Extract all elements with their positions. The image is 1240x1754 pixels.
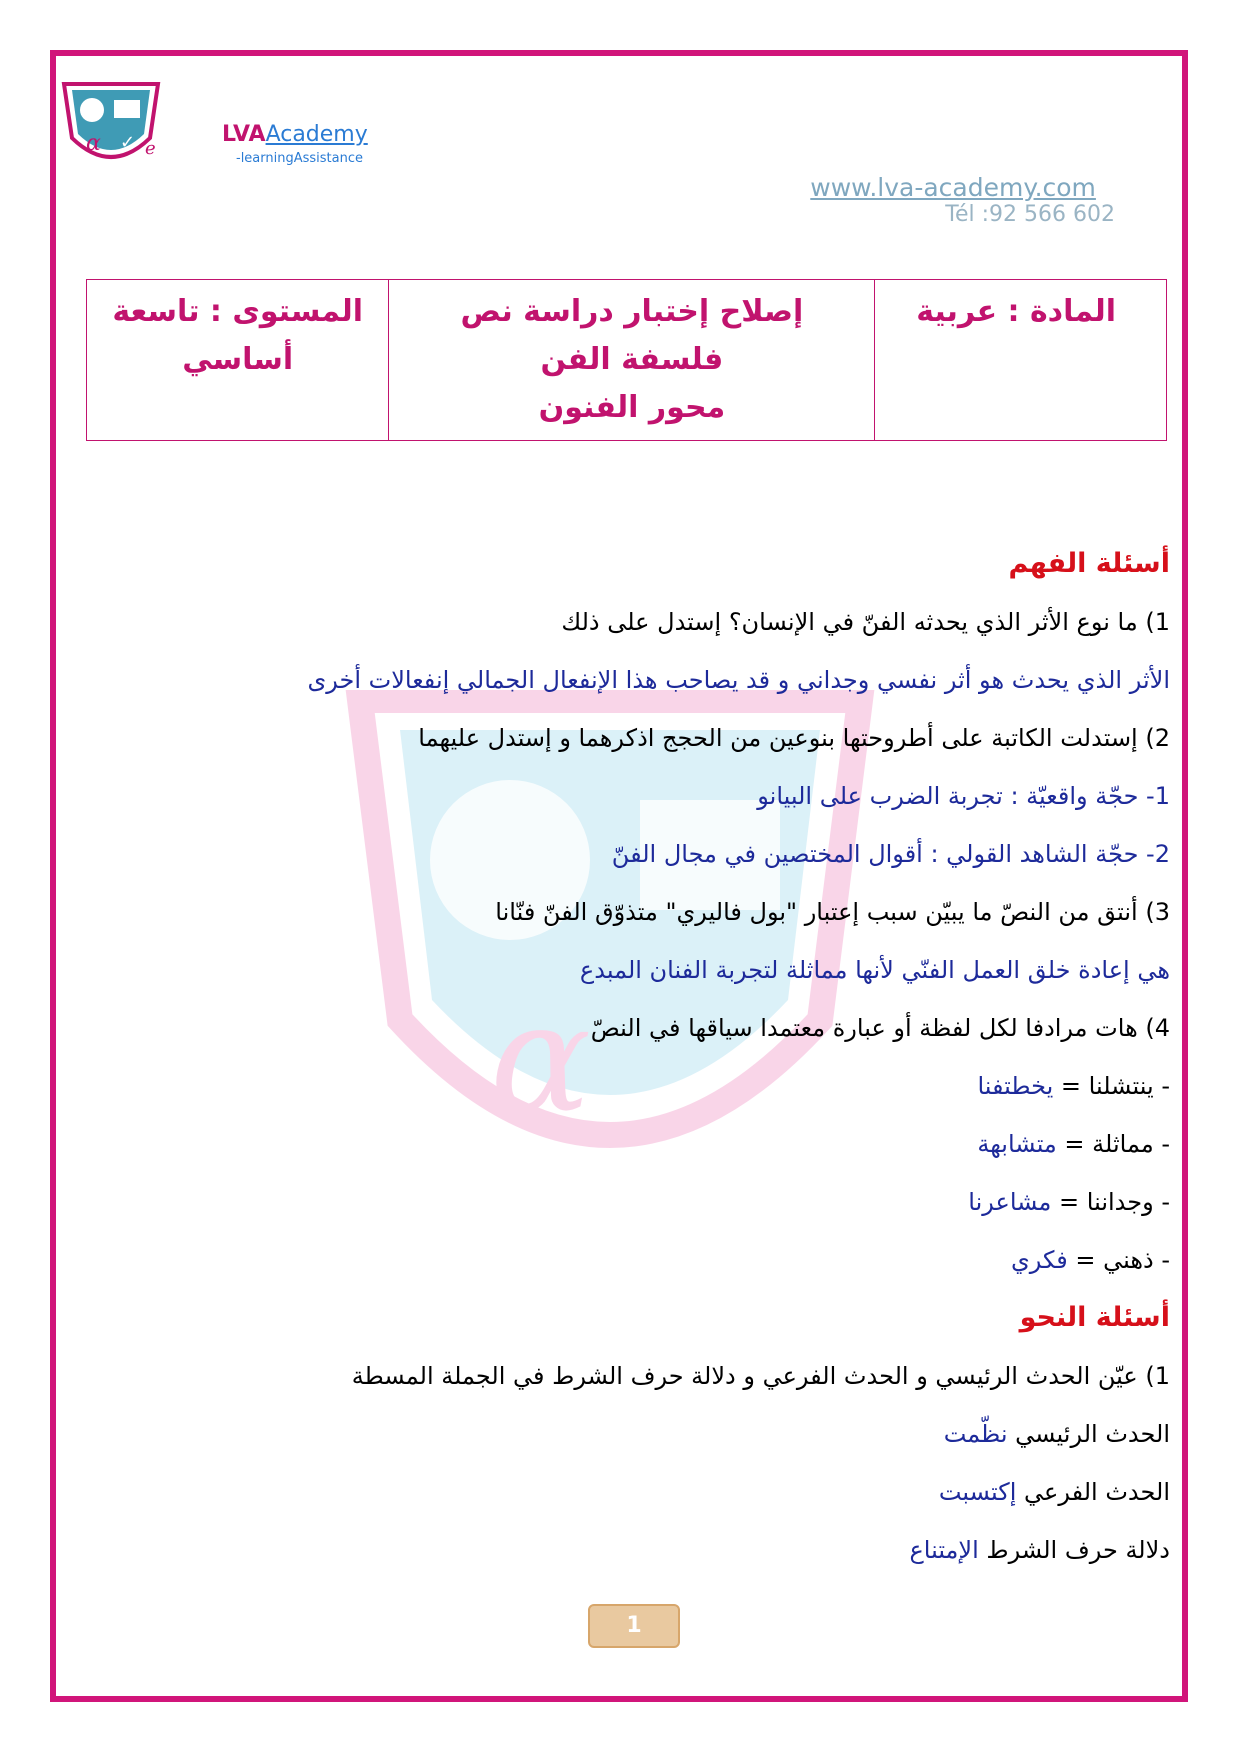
phone-number: Tél :92 566 602 xyxy=(945,202,1115,227)
synonym-row xyxy=(220,1115,1170,1173)
grammar-title: أسئلة النحو xyxy=(1019,1302,1170,1333)
condition-answer: الإمتناع xyxy=(909,1536,979,1564)
answer-1: الأثر الذي يحدث هو أثر نفسي وجداني و قد يصاحب هذا الإنفعال الجمالي إنفعالات أخرى xyxy=(307,666,1170,694)
logo-letter: e xyxy=(145,138,156,159)
title-line-1: إصلاح إختبار دراسة نص xyxy=(460,294,804,329)
answer-3: هي إعادة خلق العمل الفنّي لأنها مماثلة لتجربة الفنان المبدع xyxy=(579,956,1170,984)
main-event-answer: نظّمت xyxy=(943,1420,1008,1448)
synonym-word: - وجداننا = xyxy=(1051,1188,1170,1216)
brand-tagline: -learningAssistance xyxy=(236,151,363,166)
synonym-word: - ذهني = xyxy=(1067,1246,1170,1274)
level-cell xyxy=(87,280,389,441)
brand-block xyxy=(222,122,368,166)
svg-text:α: α xyxy=(490,972,592,1146)
brand-name-bold: LVA xyxy=(222,122,266,147)
title-cell xyxy=(389,280,875,441)
main-event-row xyxy=(220,1405,1170,1463)
website-link[interactable]: www.lva-academy.com xyxy=(810,173,1096,202)
sub-event-row xyxy=(220,1463,1170,1521)
question-4: 4) هات مرادفا لكل لفظة أو عبارة معتمدا سياقها في النصّ xyxy=(590,1014,1170,1042)
main-event-label: الحدث الرئيسي xyxy=(1007,1420,1170,1448)
synonym-answer: فكري xyxy=(1010,1246,1068,1274)
sub-event-label: الحدث الفرعي xyxy=(1016,1478,1170,1506)
question-2: 2) إستدلت الكاتبة على أطروحتها بنوعين من الحجج اذكرهما و إستدل عليهما xyxy=(418,724,1170,752)
title-line-3: محور الفنون xyxy=(538,390,726,425)
level-line-1: المستوى : تاسعة xyxy=(112,294,364,329)
contact-block xyxy=(810,173,1115,227)
condition-label: دلالة حرف الشرط xyxy=(978,1536,1170,1564)
question-1: 1) ما نوع الأثر الذي يحدثه الفنّ في الإنسان؟ إستدل على ذلك xyxy=(561,608,1170,636)
page-number: 1 xyxy=(588,1604,680,1648)
subject-label: المادة : عربية xyxy=(916,294,1116,329)
comprehension-title: أسئلة الفهم xyxy=(1008,548,1170,579)
synonym-word: - ينتشلنا = xyxy=(1053,1072,1170,1100)
synonym-row xyxy=(220,1173,1170,1231)
lva-logo-icon xyxy=(58,80,164,176)
grammar-question-1: 1) عيّن الحدث الرئيسي و الحدث الفرعي و دلالة حرف الشرط في الجملة المسطة xyxy=(351,1362,1170,1390)
sub-event-answer: إكتسبت xyxy=(938,1478,1017,1506)
title-line-2: فلسفة الفن xyxy=(540,342,724,377)
svg-text:✓: ✓ xyxy=(120,132,136,153)
condition-row xyxy=(220,1521,1170,1579)
question-3: 3) أنتق من النصّ ما يبيّن سبب إعتبار "بول فاليري" متذوّق الفنّ فنّانا xyxy=(495,898,1170,926)
level-line-2: أساسي xyxy=(182,342,294,377)
synonym-answer: متشابهة xyxy=(977,1130,1057,1158)
synonym-row xyxy=(220,1057,1170,1115)
content-area xyxy=(220,535,1170,1579)
svg-text:α: α xyxy=(86,131,101,156)
brand-name-rest: Academy xyxy=(265,122,368,147)
answer-2-1: 1- حجّة واقعيّة : تجربة الضرب على البيانو xyxy=(757,782,1170,810)
subject-cell xyxy=(875,280,1167,441)
header-table xyxy=(86,279,1167,441)
answer-2-2: 2- حجّة الشاهد القولي : أقوال المختصين في مجال الفنّ xyxy=(611,840,1170,868)
synonym-answer: يخطتفنا xyxy=(977,1072,1054,1100)
synonym-answer: مشاعرنا xyxy=(968,1188,1052,1216)
synonym-row xyxy=(220,1231,1170,1289)
synonym-word: - مماثلة = xyxy=(1056,1130,1170,1158)
